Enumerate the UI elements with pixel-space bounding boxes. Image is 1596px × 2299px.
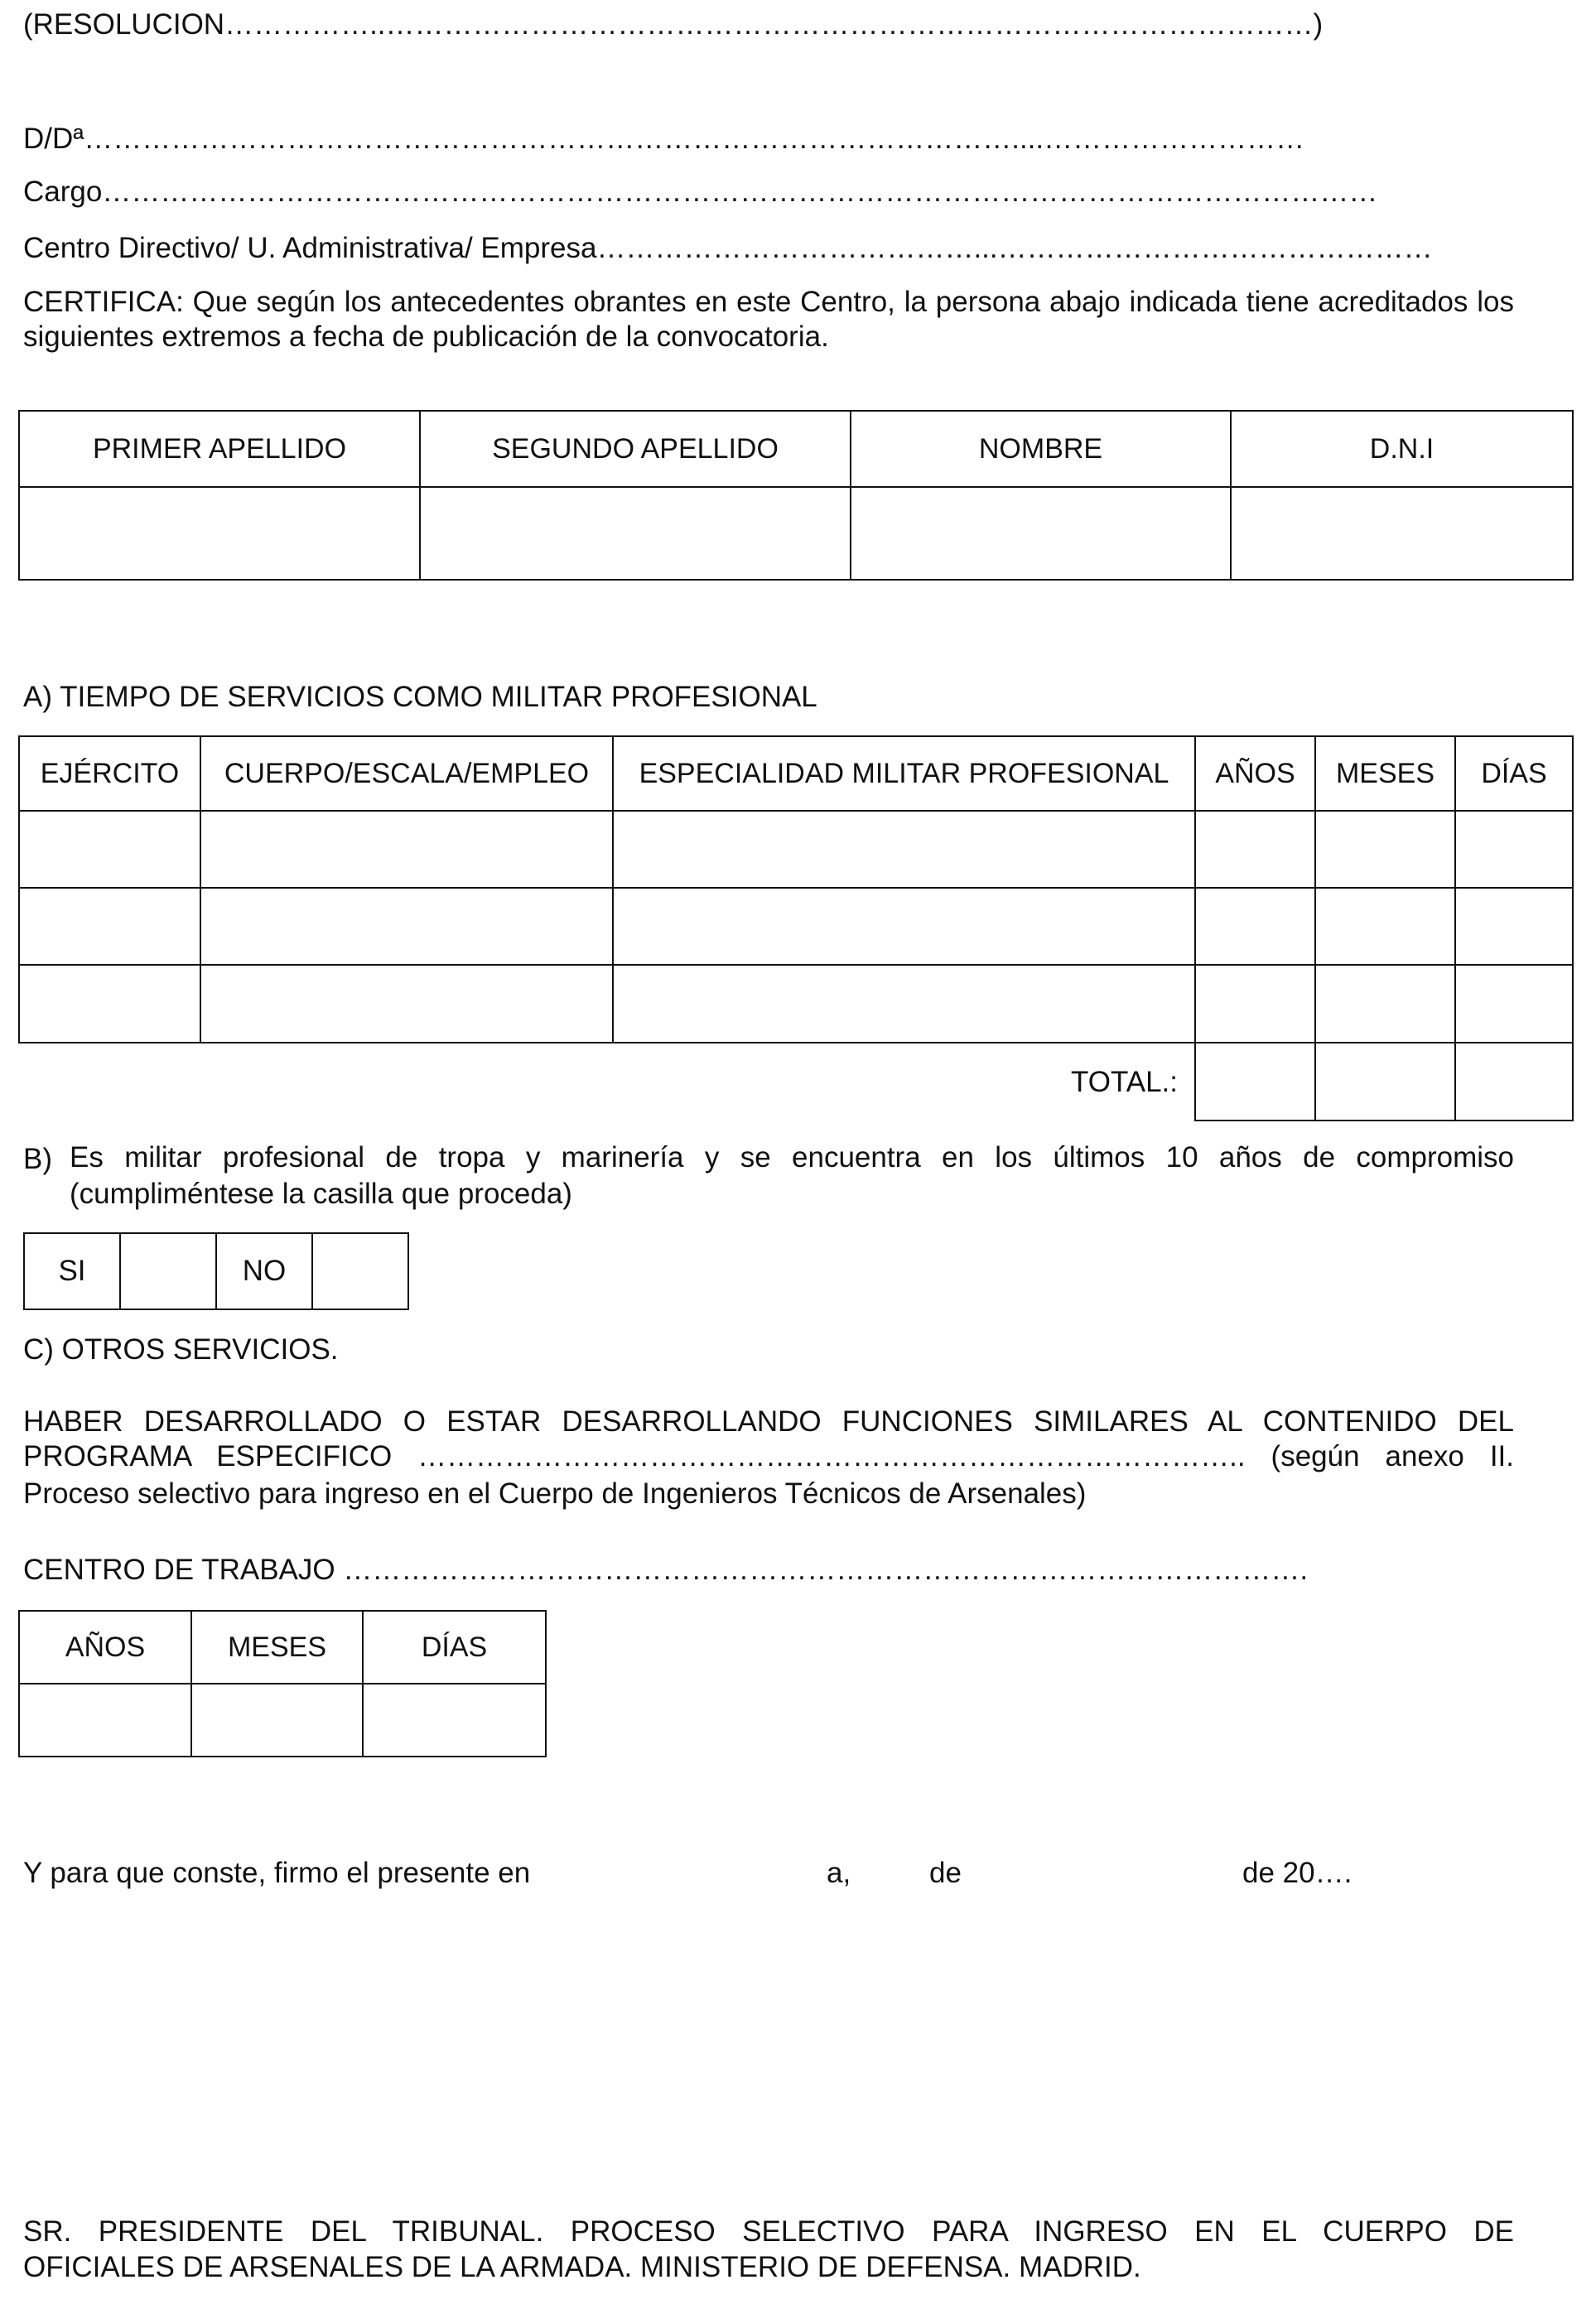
header-primer-apellido: PRIMER APELLIDO bbox=[19, 411, 420, 487]
table-row bbox=[19, 888, 1573, 965]
dias-cell[interactable] bbox=[363, 1684, 546, 1757]
nombre-cell[interactable] bbox=[851, 487, 1231, 580]
total-meses-cell[interactable] bbox=[1315, 1043, 1455, 1121]
closing-text-a: a, bbox=[827, 1857, 851, 1889]
addressee-line1: SR. PRESIDENTE DEL TRIBUNAL. PROCESO SELECTIVO PARA INGRESO EN EL CUERPO DE bbox=[23, 2215, 1514, 2248]
especialidad-cell[interactable] bbox=[613, 888, 1195, 965]
section-b-line1: Es militar profesional de tropa y marinería y se encuentra en los últimos 10 años de compromiso bbox=[70, 1141, 1514, 1174]
section-a-title: A) TIEMPO DE SERVICIOS COMO MILITAR PROFESIONAL bbox=[23, 681, 817, 713]
ejercito-cell[interactable] bbox=[19, 888, 200, 965]
service-time-table bbox=[18, 735, 1574, 1121]
section-c-para-line3: Proceso selectivo para ingreso en el Cuerpo de Ingenieros Técnicos de Arsenales) bbox=[23, 1477, 1087, 1510]
header-segundo-apellido: SEGUNDO APELLIDO bbox=[420, 411, 851, 487]
header-meses: MESES bbox=[1315, 736, 1455, 811]
closing-text-de: de bbox=[929, 1857, 962, 1889]
cuerpo-cell[interactable] bbox=[200, 888, 613, 965]
addressee-line2: OFICIALES DE ARSENALES DE LA ARMADA. MINISTERIO DE DEFENSA. MADRID. bbox=[23, 2251, 1141, 2283]
yes-label: SI bbox=[24, 1233, 120, 1309]
dni-cell[interactable] bbox=[1231, 487, 1573, 580]
yes-no-table bbox=[23, 1232, 409, 1310]
header-dias: DÍAS bbox=[363, 1611, 546, 1684]
centro-trabajo-line[interactable]: CENTRO DE TRABAJO ………………………………………………………………………………………. bbox=[23, 1554, 1309, 1586]
meses-cell[interactable] bbox=[1315, 888, 1455, 965]
total-dias-cell[interactable] bbox=[1455, 1043, 1573, 1121]
section-b-line2: (cumpliméntese la casilla que proceda) bbox=[70, 1178, 572, 1210]
anos-cell[interactable] bbox=[1195, 811, 1315, 888]
especialidad-cell[interactable] bbox=[613, 965, 1195, 1043]
centro-field-line[interactable]: Centro Directivo/ U. Administrativa/ Empresa…………………………………...……………………………………… bbox=[23, 232, 1433, 264]
meses-cell[interactable] bbox=[1315, 811, 1455, 888]
dias-cell[interactable] bbox=[1455, 811, 1573, 888]
section-b-label: B) bbox=[23, 1143, 52, 1175]
identity-table bbox=[18, 410, 1574, 581]
dias-cell[interactable] bbox=[1455, 965, 1573, 1043]
ejercito-cell[interactable] bbox=[19, 965, 200, 1043]
header-ejercito: EJÉRCITO bbox=[19, 736, 200, 811]
section-c-para-line2[interactable]: PROGRAMA ESPECIFICO ………………………………………………………………………….. (según anexo II. bbox=[23, 1440, 1514, 1472]
total-label: TOTAL.: bbox=[1070, 1065, 1178, 1098]
table-row bbox=[19, 965, 1573, 1043]
header-especialidad: ESPECIALIDAD MILITAR PROFESIONAL bbox=[613, 736, 1195, 811]
total-anos-cell[interactable] bbox=[1195, 1043, 1315, 1121]
anos-cell[interactable] bbox=[19, 1684, 191, 1757]
header-cuerpo: CUERPO/ESCALA/EMPLEO bbox=[200, 736, 613, 811]
cuerpo-cell[interactable] bbox=[200, 965, 613, 1043]
dias-cell[interactable] bbox=[1455, 888, 1573, 965]
total-row bbox=[19, 1043, 1573, 1121]
closing-text-start: Y para que conste, firmo el presente en bbox=[23, 1857, 531, 1889]
meses-cell[interactable] bbox=[1315, 965, 1455, 1043]
no-label: NO bbox=[216, 1233, 312, 1309]
section-c-title: C) OTROS SERVICIOS. bbox=[23, 1333, 339, 1366]
other-services-table bbox=[18, 1610, 547, 1757]
dd-field-line[interactable]: D/Dª……………………………………………………………………………………....……………………… bbox=[23, 123, 1305, 155]
no-checkbox[interactable] bbox=[312, 1233, 408, 1309]
header-anos: AÑOS bbox=[19, 1611, 191, 1684]
primer-apellido-cell[interactable] bbox=[19, 487, 420, 580]
closing-text-year: de 20…. bbox=[1242, 1857, 1353, 1889]
header-anos: AÑOS bbox=[1195, 736, 1315, 811]
section-c-para-line1: HABER DESARROLLADO O ESTAR DESARROLLANDO FUNCIONES SIMILARES AL CONTENIDO DEL bbox=[23, 1405, 1514, 1438]
segundo-apellido-cell[interactable] bbox=[420, 487, 851, 580]
header-meses: MESES bbox=[191, 1611, 363, 1684]
cuerpo-cell[interactable] bbox=[200, 811, 613, 888]
header-nombre: NOMBRE bbox=[851, 411, 1231, 487]
anos-cell[interactable] bbox=[1195, 965, 1315, 1043]
header-dni: D.N.I bbox=[1231, 411, 1573, 487]
cargo-field-line[interactable]: Cargo…………………………………………………………………………………………………………………… bbox=[23, 176, 1378, 208]
anos-cell[interactable] bbox=[1195, 888, 1315, 965]
ejercito-cell[interactable] bbox=[19, 811, 200, 888]
table-row bbox=[19, 811, 1573, 888]
especialidad-cell[interactable] bbox=[613, 811, 1195, 888]
meses-cell[interactable] bbox=[191, 1684, 363, 1757]
resolution-line: (RESOLUCION……………..……………………………………………………………………………………) bbox=[23, 8, 1324, 41]
yes-checkbox[interactable] bbox=[120, 1233, 216, 1309]
header-dias: DÍAS bbox=[1455, 736, 1573, 811]
certifica-paragraph: CERTIFICA: Que según los antecedentes obrantes en este Centro, la persona abajo indicada tiene acreditados los siguientes extremos a fecha de publicación de la convocatoria. bbox=[23, 286, 1514, 353]
